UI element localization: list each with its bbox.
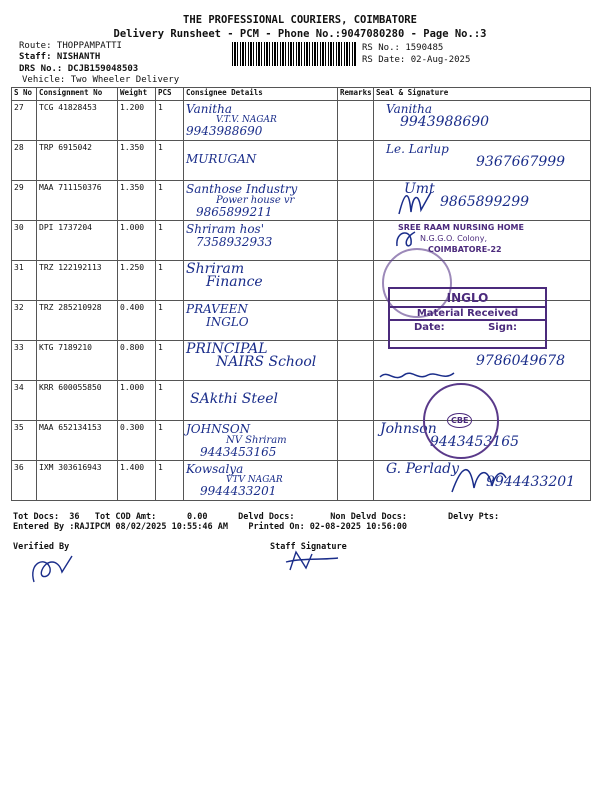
table-row: [12, 181, 591, 221]
consignee-details: [184, 221, 338, 261]
signature-phone: 9367667999: [476, 154, 566, 170]
row-pcs: 1: [156, 301, 184, 341]
row-sno: 27: [12, 101, 37, 141]
row-consignment: TRP 6915042: [37, 141, 118, 181]
inglo-stamp: [388, 287, 547, 349]
consignee-details: [184, 461, 338, 501]
row-pcs: 1: [156, 461, 184, 501]
row-consignment: TCG 41828453: [37, 101, 118, 141]
stamp-line: N.G.G.O. Colony,: [420, 234, 488, 243]
col-pcs: PCS: [156, 88, 184, 101]
signature: G. Perlady: [386, 461, 460, 477]
col-seal: Seal & Signature: [374, 88, 591, 101]
consignee-name: PRINCIPAL: [186, 341, 268, 357]
row-weight: 1.350: [118, 141, 156, 181]
consignee-address: VTV NAGAR: [226, 475, 283, 485]
row-sno: 30: [12, 221, 37, 261]
verifier-signature: [28, 552, 78, 588]
scribble-signature: [395, 186, 435, 220]
table-row: [12, 101, 591, 141]
remarks: [338, 341, 374, 381]
consignee-company: NAIRS School: [216, 354, 317, 370]
consignee-name: JOHNSON: [186, 422, 251, 436]
row-pcs: 1: [156, 421, 184, 461]
inglo-title: INGLO: [446, 291, 489, 305]
signature-phone: 9443453165: [430, 434, 520, 450]
signature-phone: 9944433201: [486, 474, 576, 490]
col-weight: Weight: [118, 88, 156, 101]
row-consignment: KRR 600055850: [37, 381, 118, 421]
consignee-address: NV Shriram: [226, 435, 287, 446]
consignee-details: [184, 381, 338, 421]
remarks: [338, 261, 374, 301]
row-weight: 1.350: [118, 181, 156, 221]
company-title: THE PROFESSIONAL COURIERS, COIMBATORE: [183, 14, 417, 26]
consignee-name: MURUGAN: [186, 152, 257, 166]
remarks: [338, 181, 374, 221]
row-consignment: IXM 303616943: [37, 461, 118, 501]
row-sno: 34: [12, 381, 37, 421]
table-header-row: [12, 88, 591, 101]
footer-totals: Tot Docs: 36 Tot COD Amt: 0.00 Delvd Docs: Non Delvd Docs: Delvy Pts:: [13, 512, 500, 522]
consignee-phone: 9443453165: [200, 445, 277, 459]
scribble-signature: [378, 367, 458, 385]
stamp-line: COIMBATORE-22: [428, 245, 502, 254]
signature: Umt: [404, 181, 435, 197]
consignee-details: [184, 421, 338, 461]
col-remarks: Remarks: [338, 88, 374, 101]
row-weight: 1.000: [118, 381, 156, 421]
signature-phone: 9865899299: [440, 194, 530, 210]
consignee-name: Vanitha: [186, 102, 232, 116]
row-sno: 31: [12, 261, 37, 301]
remarks: [338, 101, 374, 141]
row-weight: 0.800: [118, 341, 156, 381]
signature-phone: 9786049678: [476, 353, 566, 369]
rs-date: RS Date: 02-Aug-2025: [362, 55, 471, 65]
consignee-phone: 9865899211: [196, 205, 273, 219]
row-consignment: TRZ 122192113: [37, 261, 118, 301]
rs-number: RS No.: 1590485: [362, 43, 444, 53]
consignee-details: [184, 341, 338, 381]
row-consignment: DPI 1737204: [37, 221, 118, 261]
remarks: [338, 221, 374, 261]
scribble-signature: [448, 458, 508, 498]
table-row: [12, 421, 591, 461]
remarks: [338, 301, 374, 341]
row-weight: 1.400: [118, 461, 156, 501]
row-consignment: MAA 652134153: [37, 421, 118, 461]
row-sno: 28: [12, 141, 37, 181]
row-sno: 35: [12, 421, 37, 461]
staff-signature: [282, 548, 342, 574]
row-sno: 29: [12, 181, 37, 221]
col-sno: S No: [12, 88, 37, 101]
row-weight: 0.300: [118, 421, 156, 461]
remarks: [338, 421, 374, 461]
consignee-name: Santhose Industry: [186, 182, 298, 196]
verified-by-label: Verified By: [13, 542, 70, 552]
consignee-company: Finance: [206, 274, 263, 290]
row-pcs: 1: [156, 221, 184, 261]
cbe-round-seal: [423, 383, 499, 459]
consignee-details: [184, 301, 338, 341]
signature: Johnson: [380, 421, 437, 437]
consignee-phone: 9944433201: [200, 484, 277, 498]
signature: Le. Larlup: [386, 142, 449, 156]
cbe-label: CBE: [447, 413, 472, 428]
vehicle: Vehicle: Two Wheeler Delivery: [22, 75, 180, 85]
remarks: [338, 461, 374, 501]
stamp-line: SREE RAAM NURSING HOME: [398, 223, 524, 232]
row-weight: 1.250: [118, 261, 156, 301]
inglo-date: Date:: [414, 322, 445, 333]
consignee-name: Shriram hos': [186, 222, 265, 236]
row-weight: 1.200: [118, 101, 156, 141]
consignee-details: [184, 181, 338, 221]
consignee-details: [184, 101, 338, 141]
row-sno: 32: [12, 301, 37, 341]
inglo-sign: Sign:: [488, 322, 518, 333]
row-pcs: 1: [156, 141, 184, 181]
consignee-address: V.T.V. NAGAR: [216, 115, 277, 125]
consignee-phone: 9943988690: [186, 124, 263, 138]
row-sno: 36: [12, 461, 37, 501]
row-pcs: 1: [156, 341, 184, 381]
consignee-address: Power house vr: [216, 195, 295, 206]
table-row: [12, 381, 591, 421]
row-pcs: 1: [156, 261, 184, 301]
consignee-name: Shriram: [186, 261, 245, 277]
col-consignee: Consignee Details: [184, 88, 338, 101]
consignee-name: Kowsalya: [186, 462, 244, 476]
row-pcs: 1: [156, 101, 184, 141]
signature: Vanitha: [386, 102, 432, 116]
row-pcs: 1: [156, 381, 184, 421]
inglo-fields: [390, 322, 545, 333]
runsheet-subtitle: Delivery Runsheet - PCM - Phone No.:9047080280 - Page No.:3: [113, 28, 487, 40]
consignee-name: SAkthi Steel: [190, 391, 279, 407]
consignee-phone: 7358932933: [196, 235, 273, 249]
remarks: [338, 141, 374, 181]
inglo-material: Material Received: [390, 306, 545, 321]
route: Route: THOPPAMPATTI: [19, 41, 122, 51]
row-weight: 0.400: [118, 301, 156, 341]
drs-number: DRS No.: DCJB159048503: [19, 64, 139, 74]
consignee-company: INGLO: [206, 315, 249, 329]
table-row: [12, 141, 591, 181]
row-consignment: MAA 711150376: [37, 181, 118, 221]
row-pcs: 1: [156, 181, 184, 221]
scribble-signature: [393, 226, 419, 250]
seal-signature: [374, 101, 591, 141]
consignee-details: [184, 141, 338, 181]
row-consignment: TRZ 285210928: [37, 301, 118, 341]
row-sno: 33: [12, 341, 37, 381]
footer-entered: Entered By :RAJIPCM 08/02/2025 10:55:46 AM Printed On: 02-08-2025 10:56:00: [13, 522, 408, 532]
signature-phone: 9943988690: [400, 114, 490, 130]
seal-signature: [374, 141, 591, 181]
row-weight: 1.000: [118, 221, 156, 261]
row-consignment: KTG 7189210: [37, 341, 118, 381]
col-consignment: Consignment No: [37, 88, 118, 101]
remarks: [338, 381, 374, 421]
consignee-details: [184, 261, 338, 301]
staff-signature-label: Staff Signature: [270, 542, 347, 552]
consignee-name: PRAVEEN: [186, 302, 248, 316]
staff: Staff: NISHANTH: [19, 52, 101, 62]
barcode: [232, 42, 357, 66]
